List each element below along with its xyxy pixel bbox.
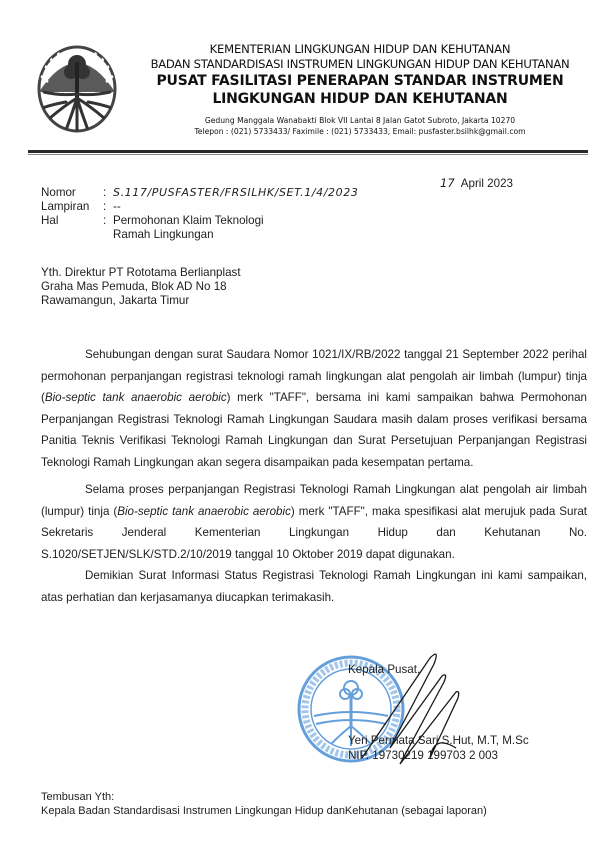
p2-text-b: ) merk "TAFF", maka spesifikasi alat merujuk pada Surat Sekretaris Jenderal Kementerian Lingkungan Hidup dan Kehutanan No. S.1020/SETJEN/SLK/STD.2/10/2019 tanggal 10 Oktober 2019 dapat digunakan. xyxy=(41,504,588,561)
meta-nomor xyxy=(41,186,358,200)
body-paragraph-3: Demikian Surat Informasi Status Registrasi Teknologi Ramah Lingkungan ini kami sampaikan, atas perhatian dan kerjasamanya diucapkan terimakasih. xyxy=(41,569,587,604)
nomor-value: S.117/PUSFASTER/FRSILHK/SET.1/4/2023 xyxy=(113,186,359,199)
signatory-nip: NIP. 19730219 199703 2 003 xyxy=(348,749,498,762)
letterhead-rule-thick xyxy=(28,150,588,153)
agency-name: BADAN STANDARDISASI INSTRUMEN LINGKUNGAN HIDUP DAN KEHUTANAN xyxy=(150,57,570,71)
p1-text-a: Sehubungan dengan surat Saudara Nomor 1021/IX/RB/2022 tanggal 21 September 2022 perihal permohonan perpanjangan registrasi teknologi ramah lingkungan alat pengolah air limbah (lumpur) tinja ( xyxy=(41,348,587,404)
ministry-name: KEMENTERIAN LINGKUNGAN HIDUP DAN KEHUTANAN xyxy=(209,42,511,56)
ministry-logo-icon xyxy=(36,44,118,134)
cc-recipient: Kepala Badan Standardisasi Instrumen Lingkungan Hidup danKehutanan (sebagai laporan) xyxy=(41,805,487,817)
hal-separator: : xyxy=(103,214,107,227)
addressee-line2: Graha Mas Pemuda, Blok AD No 18 xyxy=(41,280,227,293)
lampiran-value: -- xyxy=(113,200,121,213)
date-day-handwritten: 17 xyxy=(440,176,455,190)
letter-body xyxy=(41,344,587,608)
hal-label: Hal xyxy=(41,214,59,227)
letterhead-rule-thin xyxy=(28,154,588,155)
office-address: Gedung Manggala Wanabakti Blok VII Lantai 8 Jalan Gatot Subroto, Jakarta 10270 xyxy=(204,116,516,125)
signatory-title: Kepala Pusat, xyxy=(348,663,421,676)
addressee-line1: Yth. Direktur PT Rototama Berlianplast xyxy=(41,266,241,279)
p2-text-a: Selama proses perpanjangan Registrasi Teknologi Ramah Lingkungan alat pengolah air limbah (lumpur) tinja ( xyxy=(41,483,587,518)
body-paragraph-2 xyxy=(41,479,587,565)
center-name-line1: PUSAT FASILITASI PENERAPAN STANDAR INSTRUMEN xyxy=(156,73,564,89)
meta-hal xyxy=(41,214,358,242)
hal-value-line1: Permohonan Klaim Teknologi xyxy=(113,214,264,227)
signatory-name: Yeri Permata Sari S.Hut, M.T, M.Sc xyxy=(348,734,529,747)
cc-block xyxy=(41,790,487,818)
body-paragraph-1 xyxy=(41,344,587,473)
center-name-line2: LINGKUNGAN HIDUP DAN KEHUTANAN xyxy=(212,91,508,107)
lampiran-label: Lampiran xyxy=(41,200,90,213)
office-contact: Telepon : (021) 5733433/ Faximile : (021) 5733433, Email: pusfaster.bsilhk@gmail.com xyxy=(194,127,526,136)
hal-value xyxy=(113,214,264,242)
date-month-year: April 2023 xyxy=(460,177,513,190)
p2-italic: Bio-septic tank anaerobic aerobic xyxy=(117,504,291,518)
lampiran-separator: : xyxy=(103,200,107,213)
cc-label: Tembusan Yth: xyxy=(41,791,115,803)
p1-text-b: ) merk "TAFF", bersama ini kami sampaikan bahwa Permohonan Perpanjangan Registrasi Teknologi Ramah Lingkungan Saudara masih dalam proses verifikasi bersama Panitia Teknis Verifikasi Teknologi Ramah Lingkungan dan Surat Persetujuan Perpanjangan Registrasi Teknologi Ramah Lingkungan akan segera disampaikan pada kesempatan pertama. xyxy=(41,391,588,469)
letter-meta xyxy=(41,186,358,242)
meta-lampiran xyxy=(41,200,358,214)
nomor-separator: : xyxy=(103,186,107,199)
hal-value-line2: Ramah Lingkungan xyxy=(113,228,214,241)
addressee-line3: Rawamangun, Jakarta Timur xyxy=(41,294,190,307)
addressee-block xyxy=(41,266,241,308)
p1-italic: Bio-septic tank anaerobic aerobic xyxy=(44,391,227,404)
nomor-label: Nomor xyxy=(41,186,76,199)
letter-date xyxy=(440,176,513,190)
letterhead xyxy=(120,42,600,137)
